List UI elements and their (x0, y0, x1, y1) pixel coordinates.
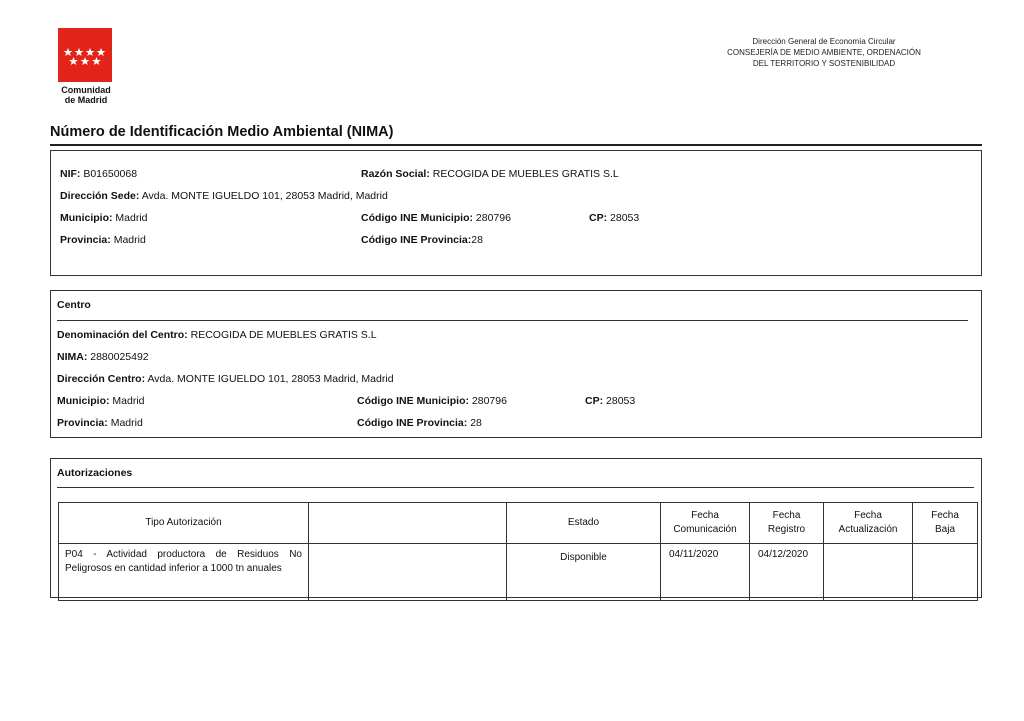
org-line-2: CONSEJERÍA DE MEDIO AMBIENTE, ORDENACIÓN (727, 48, 921, 57)
autorizaciones-table (58, 502, 978, 601)
header-estado: Estado (507, 503, 661, 544)
ine-provincia-label: Código INE Provincia: (361, 234, 472, 246)
header-tipo: Tipo Autorización (59, 503, 309, 544)
table-header-row (59, 503, 978, 544)
cell-tipo: P04 - Actividad productora de Residuos No Peligrosos en cantidad inferior a 1000 tn anuales (59, 544, 309, 601)
direccion-sede-value: Avda. MONTE IGUELDO 101, 28053 Madrid, Madrid (141, 190, 388, 202)
centro-box (50, 290, 982, 438)
centro-section-title: Centro (57, 299, 91, 311)
ine-municipio-field (361, 212, 511, 224)
header-blank (309, 503, 507, 544)
nima-value: 2880025492 (90, 351, 149, 363)
centro-provincia-label: Provincia: (57, 417, 108, 429)
denominacion-field (57, 329, 377, 341)
direccion-centro-field (57, 373, 394, 385)
provincia-value: Madrid (113, 234, 146, 246)
direccion-sede-label: Dirección Sede: (60, 190, 140, 202)
title-divider (50, 144, 982, 146)
centro-ine-provincia-value: 28 (470, 417, 482, 429)
logo-line-2: de Madrid (64, 95, 108, 105)
logo-wordmark (50, 85, 122, 105)
ine-provincia-field (361, 234, 483, 246)
org-line-3: DEL TERRITORIO Y SOSTENIBILIDAD (752, 59, 896, 68)
denominacion-label: Denominación del Centro: (57, 329, 188, 341)
autorizaciones-section-title: Autorizaciones (57, 467, 133, 479)
nima-field (57, 351, 149, 363)
direccion-centro-label: Dirección Centro: (57, 373, 146, 385)
centro-municipio-value: Madrid (112, 395, 145, 407)
header-actualizacion: Fecha Actualización (824, 503, 913, 544)
header-baja: Fecha Baja (913, 503, 978, 544)
cell-estado: Disponible (507, 544, 661, 601)
entity-box (50, 150, 982, 276)
logo-line-1: Comunidad (61, 85, 111, 95)
centro-cp-field (585, 395, 635, 407)
razon-social-field (361, 168, 619, 180)
centro-ine-municipio-value: 280796 (471, 395, 507, 407)
cp-value: 28053 (610, 212, 640, 224)
direccion-sede-field (60, 190, 388, 202)
centro-divider (57, 320, 968, 321)
centro-ine-municipio-label: Código INE Municipio: (357, 395, 469, 407)
municipio-value: Madrid (115, 212, 148, 224)
table-row (59, 544, 978, 601)
page-title: Número de Identificación Medio Ambiental (NIMA) (50, 124, 394, 140)
direccion-centro-value: Avda. MONTE IGUELDO 101, 28053 Madrid, Madrid (147, 373, 394, 385)
cp-field (589, 212, 639, 224)
cell-comunicacion: 04/11/2020 (661, 544, 750, 601)
nif-value: B01650068 (83, 168, 138, 180)
ine-municipio-value: 280796 (475, 212, 511, 224)
nif-label: NIF: (60, 168, 81, 180)
municipio-label: Municipio: (60, 212, 113, 224)
cell-registro: 04/12/2020 (750, 544, 824, 601)
stars-icon (58, 28, 112, 82)
razon-social-label: Razón Social: (361, 168, 430, 180)
razon-social-value: RECOGIDA DE MUEBLES GRATIS S.L (432, 168, 619, 180)
centro-ine-municipio-field (357, 395, 507, 407)
nif-field (60, 168, 137, 180)
autorizaciones-box (50, 458, 982, 598)
centro-cp-value: 28053 (606, 395, 636, 407)
centro-provincia-value: Madrid (110, 417, 143, 429)
ine-municipio-label: Código INE Municipio: (361, 212, 473, 224)
centro-ine-provincia-field (357, 417, 482, 429)
cell-baja (913, 544, 978, 601)
cp-label: CP: (589, 212, 608, 224)
organization-heading (700, 36, 948, 69)
org-line-1: Dirección General de Economía Circular (752, 37, 896, 46)
nima-label: NIMA: (57, 351, 88, 363)
ine-provincia-value: 28 (471, 234, 483, 246)
centro-ine-provincia-label: Código INE Provincia: (357, 417, 468, 429)
centro-municipio-label: Municipio: (57, 395, 110, 407)
header-registro: Fecha Registro (750, 503, 824, 544)
header-comunicacion: Fecha Comunicación (661, 503, 750, 544)
comunidad-madrid-logo (58, 28, 112, 82)
autorizaciones-divider (57, 487, 974, 488)
centro-cp-label: CP: (585, 395, 604, 407)
provincia-field (60, 234, 146, 246)
centro-provincia-field (57, 417, 143, 429)
cell-blank (309, 544, 507, 601)
denominacion-value: RECOGIDA DE MUEBLES GRATIS S.L (190, 329, 377, 341)
centro-municipio-field (57, 395, 145, 407)
provincia-label: Provincia: (60, 234, 111, 246)
municipio-field (60, 212, 148, 224)
cell-actualizacion (824, 544, 913, 601)
